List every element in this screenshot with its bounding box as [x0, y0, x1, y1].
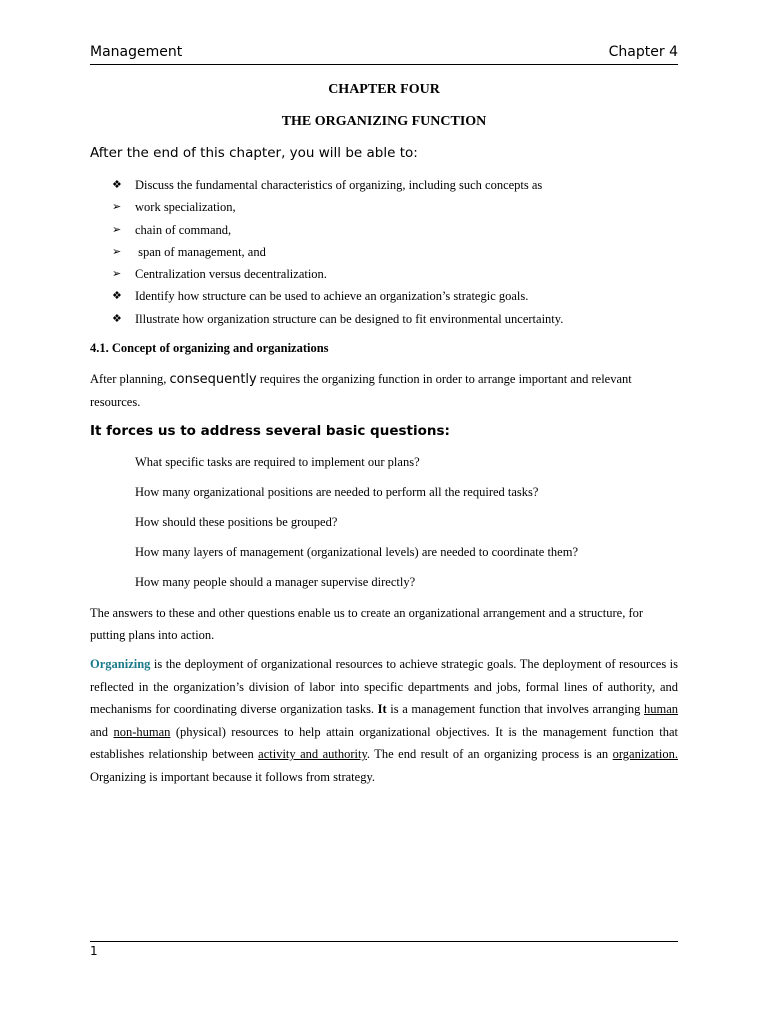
objective-text: Illustrate how organization structure can be designed to fit environmental uncertainty.: [135, 311, 564, 326]
chapter-title: CHAPTER FOUR: [328, 82, 440, 97]
underlined-activity-authority: activity and authority: [258, 747, 367, 761]
page-header: [90, 44, 678, 64]
intro-text: After the end of this chapter, you will be able to:: [90, 145, 418, 161]
list-item: How many organizational positions are needed to perform all the required tasks?: [135, 485, 539, 499]
arrow-bullet-icon: ➢: [112, 268, 122, 281]
list-item: [112, 176, 563, 198]
objective-text: Centralization versus decentralization.: [135, 267, 327, 282]
organizing-text: . The end result of an organizing process is an: [366, 747, 613, 761]
list-item: How should these positions be grouped?: [135, 515, 338, 529]
diamond-bullet-icon: ❖: [112, 290, 122, 303]
questions-heading: It forces us to address several basic questions:: [90, 423, 450, 439]
objective-text: chain of command,: [135, 222, 232, 237]
organizing-paragraph: [90, 653, 678, 788]
after-planning-after: requires the organizing function in order to arrange important and relevant resources.: [90, 372, 632, 409]
objective-text: Identify how structure can be used to achieve an organization’s strategic goals.: [135, 289, 529, 304]
organizing-term: Organizing: [90, 657, 151, 671]
document-page: [90, 0, 678, 1024]
list-item: [112, 310, 563, 332]
objective-text: span of management, and: [135, 244, 266, 259]
after-planning-highlight: consequently: [169, 372, 257, 387]
objective-text: Discuss the fundamental characteristics of organizing, including such concepts as: [135, 178, 543, 192]
header-right-chapter: Chapter 4: [608, 44, 678, 60]
section-heading: 4.1. Concept of organizing and organizations: [90, 341, 329, 355]
organizing-text: Organizing is important because it follows from strategy.: [90, 769, 376, 784]
underlined-non-human: non-human: [113, 724, 171, 739]
list-item: How many layers of management (organizational levels) are needed to coordinate them?: [135, 545, 578, 559]
objective-text: work specialization,: [135, 200, 236, 215]
organizing-bold-it: It: [377, 702, 387, 716]
footer-divider: [90, 941, 678, 942]
page-number: 1: [90, 944, 98, 958]
diamond-bullet-icon: ❖: [112, 312, 122, 325]
list-item: [112, 243, 563, 265]
organizing-text: is a management function that involves arranging: [386, 702, 644, 716]
diamond-bullet-icon: ❖: [112, 179, 122, 191]
arrow-bullet-icon: ➢: [112, 223, 122, 236]
header-divider: [90, 64, 678, 65]
underlined-organization: organization.: [612, 747, 678, 761]
organizing-text: is the deployment of organizational resources to achieve strategic goals. The deployment of resources is reflected in the organization’s division of labor into specific departments and jobs, formal lines of authority, and mechanisms for coordinating diverse organization tasks.: [90, 657, 678, 716]
list-item: How many people should a manager supervise directly?: [135, 575, 416, 589]
arrow-bullet-icon: ➢: [112, 245, 122, 258]
answers-paragraph: The answers to these and other questions enable us to create an organizational arrangement and a structure, for putting plans into action.: [90, 606, 644, 642]
header-left-title: Management: [90, 44, 183, 60]
list-item: What specific tasks are required to implement our plans?: [135, 455, 420, 469]
objectives-list: [112, 176, 563, 332]
underlined-human: human: [643, 702, 679, 716]
arrow-bullet-icon: ➢: [112, 201, 122, 214]
list-item: [112, 221, 563, 243]
list-item: [112, 265, 563, 287]
organizing-text: and: [90, 724, 114, 739]
organizing-text: (physical) resources to help attain organizational objectives. It is the management function that establishes relationship between: [90, 724, 678, 761]
chapter-subtitle: THE ORGANIZING FUNCTION: [281, 114, 487, 129]
list-item: [112, 287, 563, 309]
after-planning-before: After planning,: [90, 372, 170, 386]
after-planning-paragraph: [90, 368, 678, 413]
questions-list: [135, 453, 578, 603]
list-item: [112, 198, 563, 220]
